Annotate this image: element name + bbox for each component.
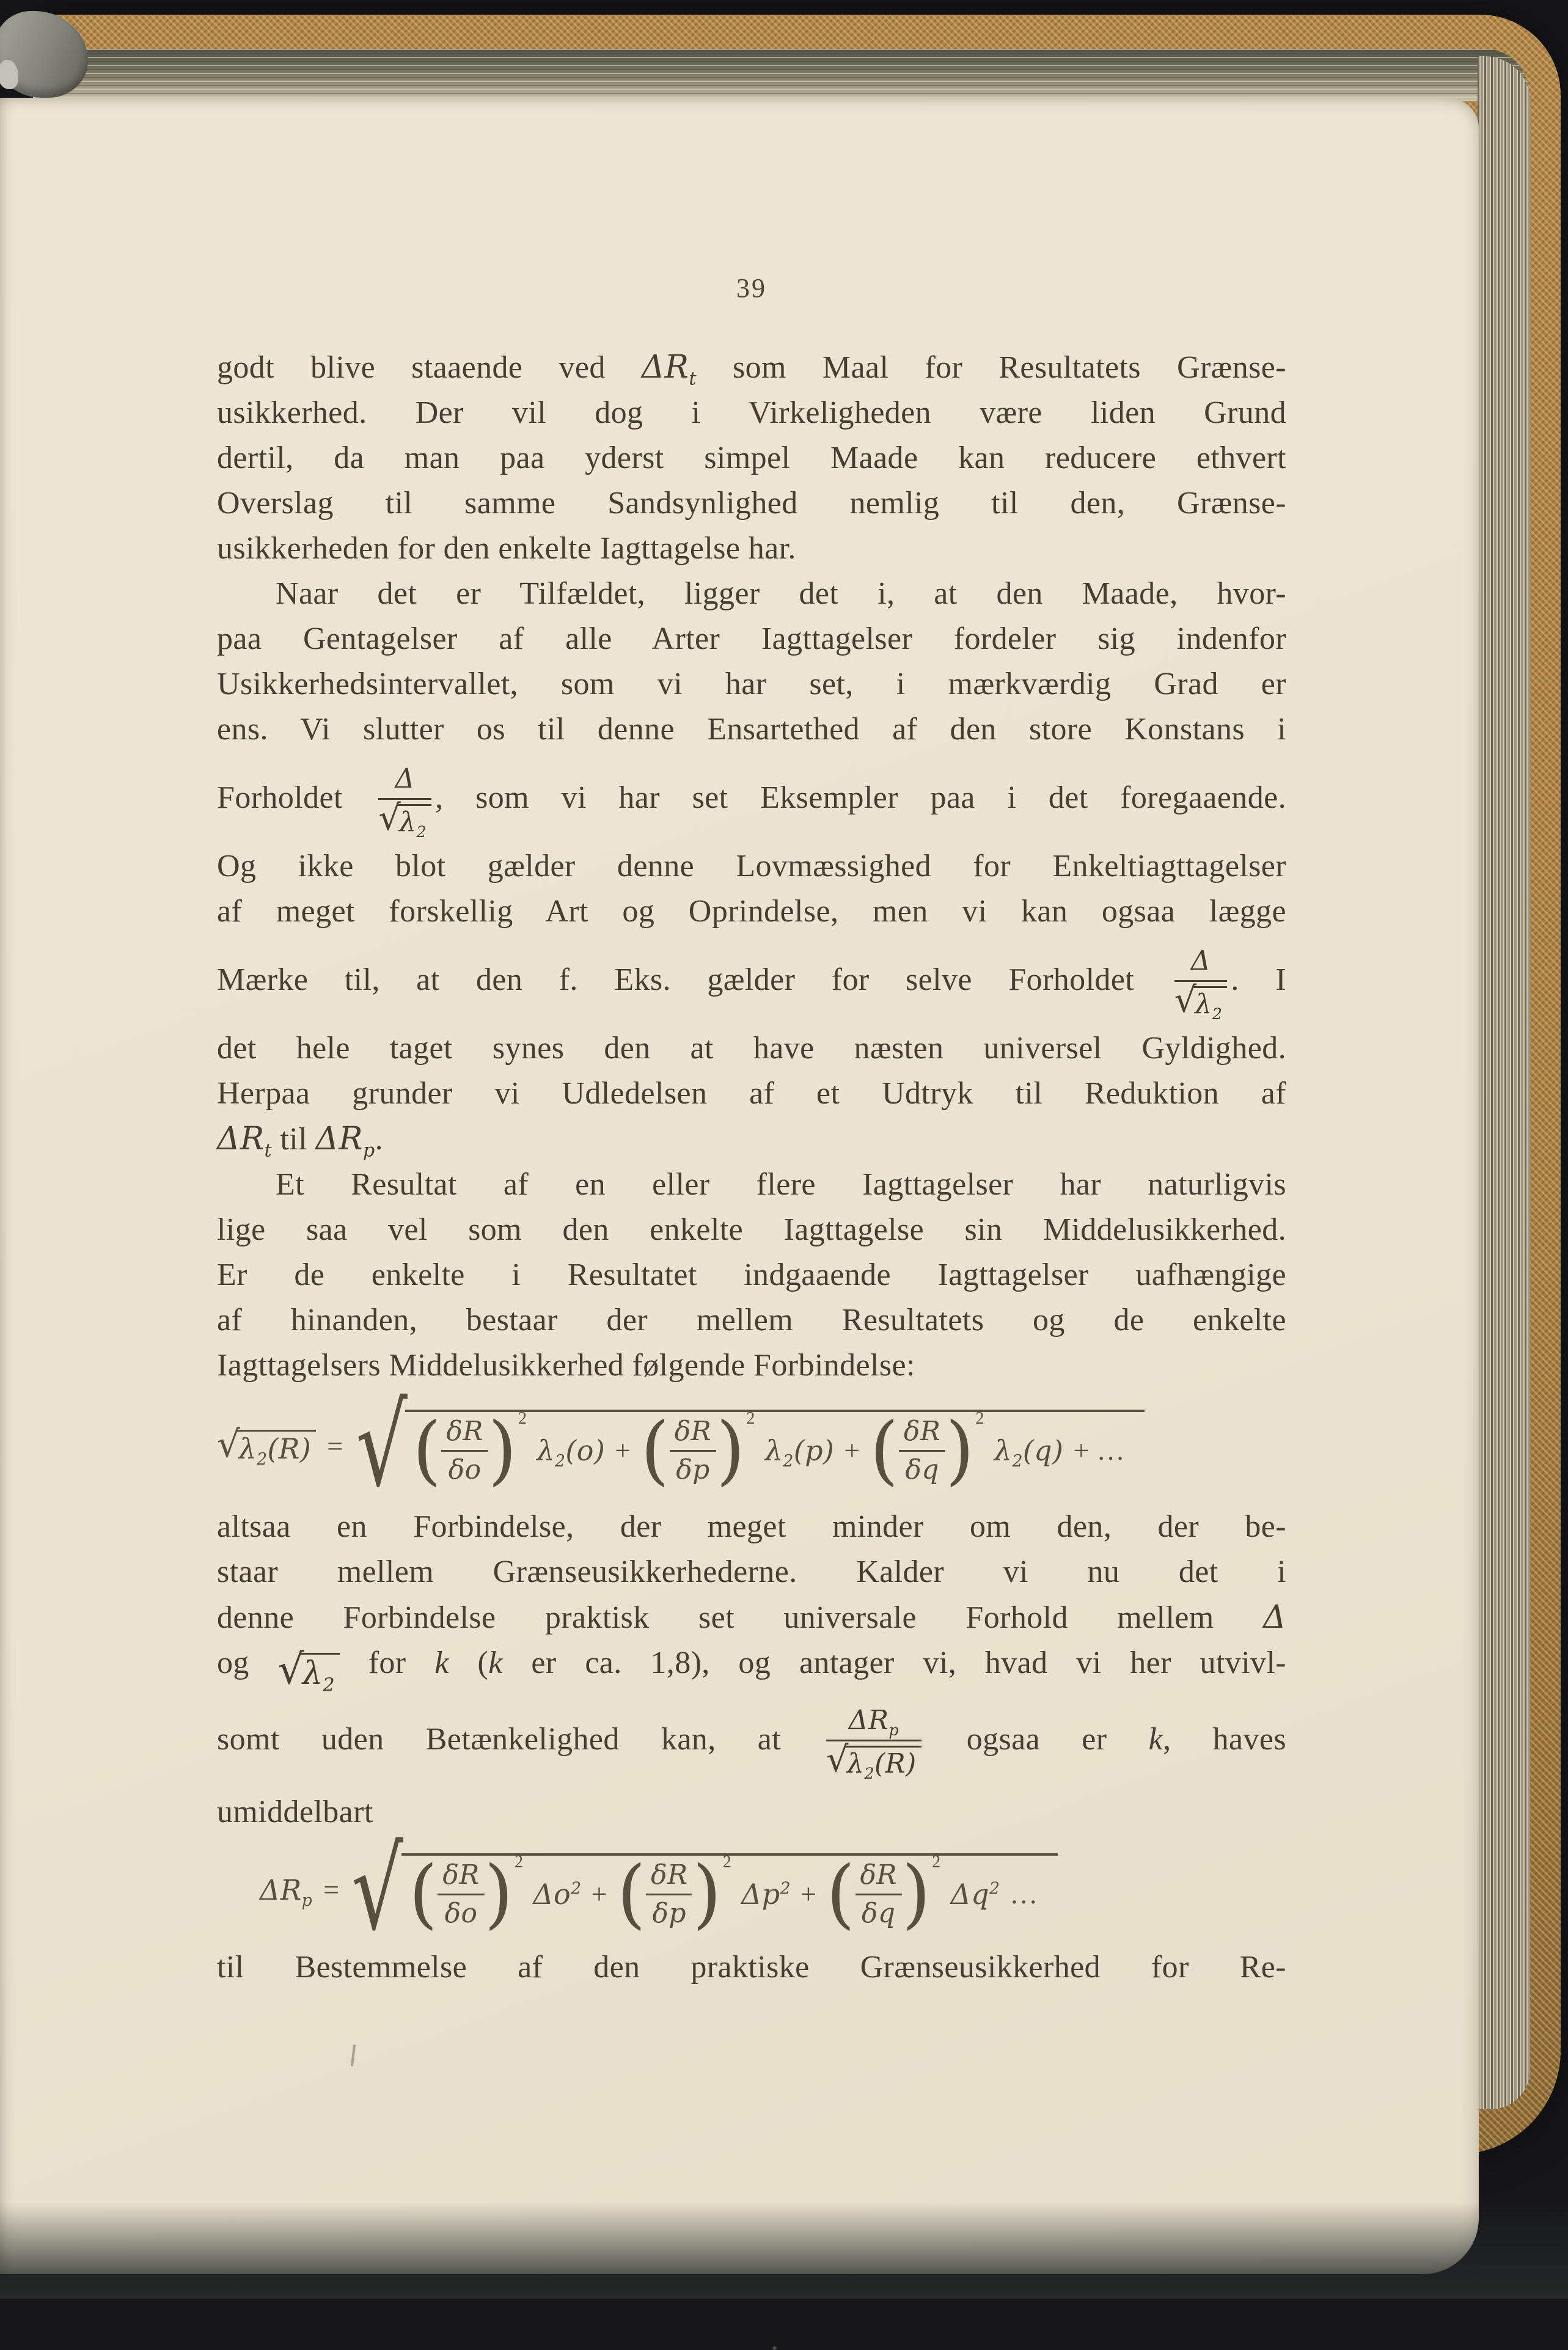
- book-page: [0, 98, 1479, 2274]
- text-segment: Forholdet: [217, 780, 375, 815]
- text-segment: I: [1275, 962, 1286, 997]
- formula-term: ( δR δq ) 2 $\Delta q^2$ …: [826, 1850, 1038, 1938]
- radical-sign: √: [217, 1423, 241, 1466]
- delta-factor: $\Delta p^2$: [741, 1878, 791, 1911]
- formula-term: ( δR δp ) 2 $\Delta p^2$ +: [617, 1850, 817, 1938]
- delta-factor: $\Delta q^2$: [950, 1878, 1000, 1911]
- text-segment: til: [272, 1122, 316, 1157]
- text-line: [217, 1641, 1287, 1696]
- radical-sign: √: [1174, 979, 1197, 1020]
- background-shadow: [0, 2139, 1568, 2299]
- page-edges-top: [33, 49, 1529, 101]
- delta-factor: $\Delta o^2$: [533, 1878, 582, 1911]
- text-line: Er de enkelte i Resultatet indgaaende Iagttagelser uafhængige: [217, 1257, 1286, 1292]
- formula-term: ( δR δq ) 2 $\lambda_2(q)$ + …: [870, 1407, 1126, 1494]
- formula-term: ( δR δo ) 2 $\lambda_2(o)$ +: [412, 1407, 631, 1494]
- text-line: det hele taget synes den at have næsten universel Gyldighed.: [217, 1031, 1286, 1066]
- text-line: Iagttagelsers Middelusikkerhed følgende Forbindelse:: [217, 1348, 915, 1383]
- text-segment: som Maal for Resultatets Grænse-: [696, 350, 1287, 385]
- text-line: Usikkerhedsintervallet, som vi har set, i mærkværdig Grad er: [217, 667, 1286, 701]
- text-line: [217, 934, 1286, 1026]
- text-segment: denne Forbindelse praktisk set universale Forhold mellem: [217, 1600, 1264, 1635]
- ink-speck: [772, 2346, 777, 2350]
- ink-mark: [351, 2044, 356, 2066]
- text-segment: (: [449, 1645, 489, 1680]
- text-segment: er ca. 1,8), og antager vi, hvad vi her utvivl-: [502, 1645, 1287, 1680]
- formula-term: ( δR δp ) 2 $\lambda_2(p)$ +: [640, 1407, 860, 1494]
- formula-middelusikkerhed: [217, 1381, 1286, 1512]
- radical-sign: √: [277, 1645, 305, 1693]
- text-line: [217, 345, 1286, 390]
- text-line: Herpaa grunder vi Udledelsen af et Udtryk til Reduktion af: [217, 1076, 1286, 1111]
- lambda2-factor: $\lambda_2(o)$: [537, 1434, 606, 1471]
- text-line: Overslag til samme Sandsynlighed nemlig til den, Grænse-: [217, 486, 1286, 521]
- sqrt-lambda2-R: √ $\lambda_2(R)$: [217, 1430, 316, 1463]
- math-k: k: [1148, 1722, 1163, 1757]
- math-k: k: [488, 1645, 503, 1680]
- text-segment: og: [217, 1645, 278, 1680]
- page-edges-right: [1478, 56, 1530, 2109]
- radical-sign: √: [826, 1739, 849, 1780]
- lambda2-factor: $\lambda_2(p)$: [764, 1434, 835, 1471]
- big-radical: √ ( δR δo ) 2 $\Delta o^2$ + ( δR δp ) 2 $\Delta p^2$ + ( δR δq ) 2 $\Delta q^2$ …: [350, 1853, 1057, 1927]
- text-line: til Bestemmelse af den praktiske Grænseusikkerhed for Re-: [217, 1950, 1286, 1985]
- text-segment: , som vi har set Eksempler paa i det foregaaende.: [435, 780, 1286, 815]
- formula-graenseusikkerhed: [260, 1825, 1286, 1955]
- inline-fraction-delta-over-sqrt-lambda2: Δ √ $\lambda_2$: [378, 766, 431, 836]
- text-segment: for: [339, 1645, 435, 1680]
- text-line: [217, 1689, 1286, 1790]
- text-line: ens. Vi slutter os til denne Ensartethed af den store Konstans i: [217, 712, 1286, 747]
- text-line: usikkerhed. Der vil dog i Virkeligheden være liden Grund: [217, 395, 1286, 430]
- plus-sign: +: [844, 1435, 860, 1466]
- inline-fraction-delta-over-sqrt-lambda2: Δ √ $\lambda_2$: [1174, 948, 1228, 1018]
- radical-sign: √: [378, 797, 401, 838]
- ellipsis: …: [1009, 1878, 1038, 1909]
- text-line: Naar det er Tilfældet, ligger det i, at den Maade, hvor-: [276, 576, 1286, 611]
- text-line: [217, 1116, 1286, 1162]
- page-body: [217, 345, 1286, 1990]
- ellipsis: + …: [1073, 1435, 1126, 1466]
- text-line: usikkerheden for den enkelte Iagttagelse har.: [217, 531, 796, 566]
- text-segment: Mærke til, at den f. Eks. gælder for selve Forholdet: [217, 962, 1171, 997]
- equals-sign: =: [323, 1874, 340, 1905]
- big-radical: √ ( δR δo ) 2 $\lambda_2(o)$ + ( δR δp ) 2 $\lambda_2(p)$ + ( δR δq ) 2 $\lambda_2(q)$ + …: [354, 1410, 1145, 1484]
- text-line: af meget forskellig Art og Oprindelse, men vi kan ogsaa lægge: [217, 894, 1286, 929]
- text-segment: .: [375, 1122, 384, 1157]
- equals-sign: =: [327, 1430, 343, 1462]
- text-line: [217, 1595, 1286, 1641]
- text-line: lige saa vel som den enkelte Iagttagelse sin Middelusikkerhed.: [217, 1212, 1286, 1247]
- text-line: altsaa en Forbindelse, der meget minder om den, der be-: [217, 1509, 1286, 1544]
- lambda2-factor: $\lambda_2(q)$: [994, 1434, 1064, 1471]
- text-line: dertil, da man paa yderst simpel Maade kan reducere ethvert: [217, 441, 1286, 475]
- plus-sign: +: [615, 1435, 631, 1466]
- text-line: paa Gentagelser af alle Arter Iagttagelser fordeler sig indenfor: [217, 621, 1286, 656]
- text-line: Og ikke blot gælder denne Lovmæssighed for Enkeltiagttagelser: [217, 849, 1286, 884]
- math-delta-r-p: $\Delta R_p$: [260, 1873, 313, 1911]
- math-delta-r-t: $\Delta R_t$: [641, 349, 697, 390]
- text-segment: .: [1231, 962, 1276, 997]
- sqrt-lambda2: √ $\lambda_2$: [278, 1653, 340, 1689]
- math-delta: Δ: [1263, 1599, 1286, 1636]
- text-segment: somt uden Betænkelighed kan, at: [217, 1722, 823, 1757]
- math-delta-r-p: $\Delta R_p$: [315, 1121, 375, 1162]
- text-line: umiddelbart: [217, 1795, 373, 1829]
- page-number: 39: [736, 273, 767, 303]
- plus-sign: +: [591, 1878, 607, 1909]
- text-segment: ogsaa er: [925, 1722, 1149, 1757]
- text-line: [217, 752, 1286, 844]
- text-line: staar mellem Grænseusikkerhederne. Kalder vi nu det i: [217, 1554, 1286, 1589]
- math-delta-r-t: $\Delta R_t$: [217, 1121, 273, 1162]
- text-line: af hinanden, bestaar der mellem Resultatets og de enkelte: [217, 1303, 1286, 1338]
- formula-term: ( δR δo ) 2 $\Delta o^2$ +: [409, 1850, 607, 1938]
- text-segment: , haves: [1163, 1722, 1286, 1757]
- plus-sign: +: [800, 1878, 817, 1909]
- inline-fraction-deltaRp-over-sqrt-lambda2R: $\Delta R_p$ √ $\lambda_2(R)$: [826, 1707, 921, 1777]
- text-segment: godt blive staaende ved: [217, 350, 642, 385]
- math-k: k: [434, 1645, 449, 1680]
- text-line: Et Resultat af en eller flere Iagttagelser har naturligvis: [276, 1167, 1286, 1202]
